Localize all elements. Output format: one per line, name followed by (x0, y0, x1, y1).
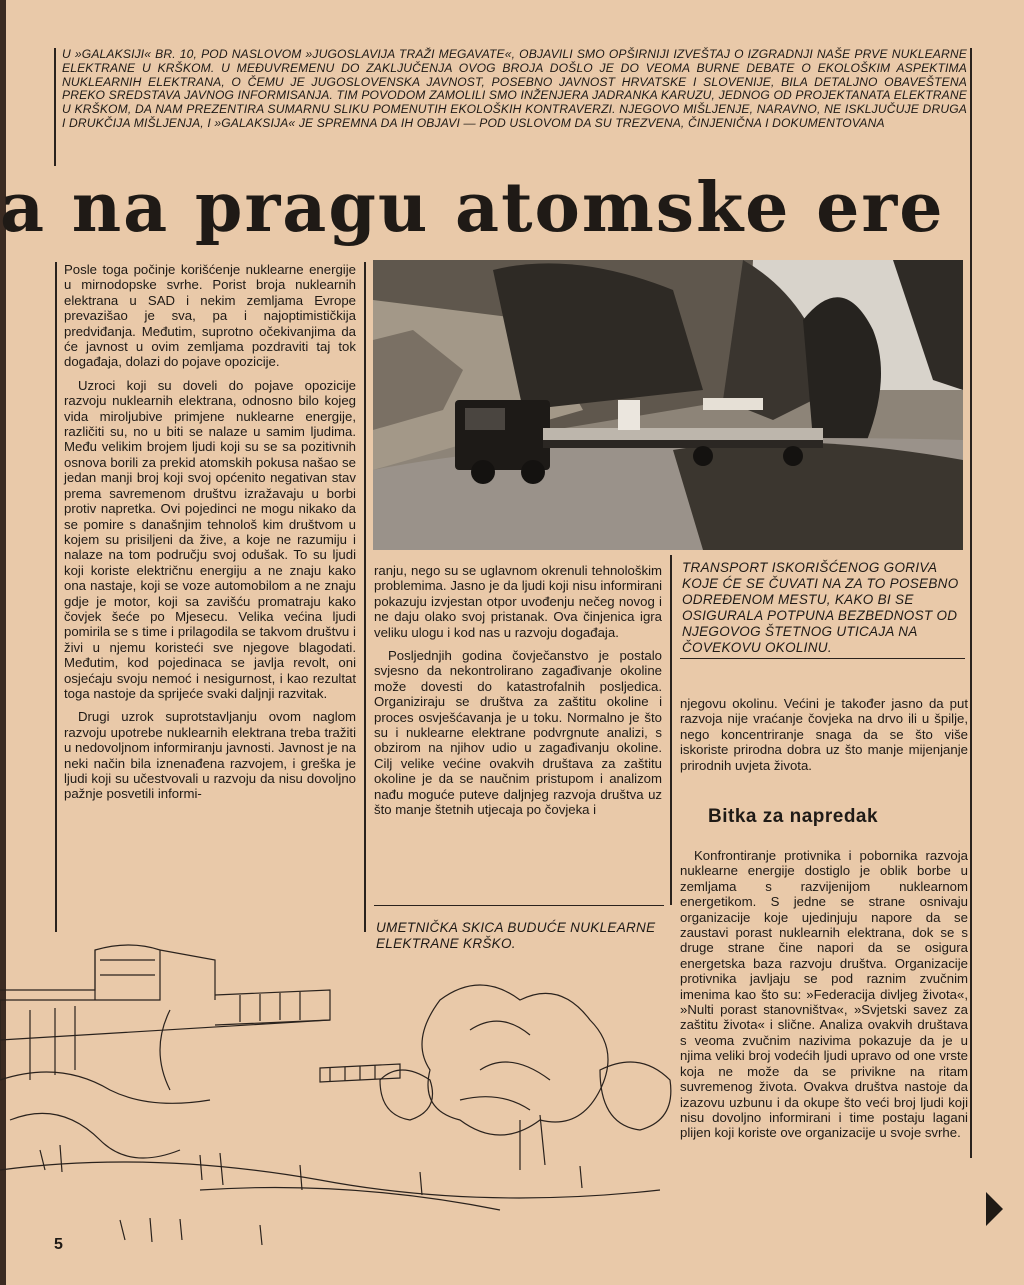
headline: a na pragu atomske ere (0, 168, 945, 248)
sketch-caption-rule (374, 905, 664, 906)
section-subhead: Bitka za napredak (708, 806, 879, 827)
col3b-paragraph-1: Konfrontiranje protivnika i pobornika razvoja nuklearne energije dostiglo je oblik borbe u zemljama s razvijenijom nuklearnom energetikom. S jedne se strane osnivaju organizacije koje ujedinjuju napore da se zaustavi porast nuklearnih elektrana, dok se s druge strane čine napori da se osigura energetska baza razvoju društva. Organizacije protivnika javljaju se pod raznim zvučnim imenima kao što su: »Federacija divljeg života«, »Nulti porast stanovništva«, »Svjetski savez za zaštitu života« i slične. Analiza ovakvih društava s veoma zvučnim nazivima pokazuje da je u njima veliki broj vodećih ljudi upravo od one vrste koja ne može da se privikne na ritam suvremenog života. Ovakva društva nastoje da izazovu uzbunu i da okupe što veći broj ljudi koji nisu dovoljno informirani i time postaju lagani plijen koji koriste ove organizacije u svoje svrhe. (680, 848, 968, 1141)
column-3-lower (680, 848, 968, 1149)
truck-road-photo-illustration (373, 260, 963, 550)
continue-arrow-icon (986, 1192, 1003, 1226)
transport-photo (373, 260, 963, 550)
column-1-right-rule (364, 262, 366, 932)
col3-paragraph-1: njegovu okolinu. Većini je također jasno da put razvoja nije vraćanje čovjeka na drvo ili u špilje, nego koncentriranje snaga da se što više iskoriste prirodna dobra uz što manje mijenjanje prirodnih uvjeta života. (680, 696, 968, 773)
col1-paragraph-1: Posle toga počinje korišćenje nuklearne energije u mirnodopske svrhe. Porist broja nuklearnih elektrana u SAD i nekim zemljama Evrope prevazišao je sva, pa i najoptimističkija predviđanja. Međutim, suprotno očekivanjima da će javnost u ovim zemljama pozdraviti taj tok događaja, dolazi do pojave opozicije. (64, 262, 356, 370)
col1-paragraph-3: Drugi uzrok suprotstavljanju ovom naglom razvoju upotrebe nuklearnih elektrana treba tražiti u nedovoljnom informiranju javnosti. Javnost je na neki način bila iznenađena razvojem, i greška je ljudi koji su učestvovali u razvoju da nisu dovoljno pažnje posvetili informi- (64, 709, 356, 802)
column-2 (374, 563, 662, 826)
column-3 (680, 696, 968, 781)
intro-paragraph: U »GALAKSIJI« BR. 10, POD NASLOVOM »JUGOSLAVIJA TRAŽI MEGAVATE«, OBJAVILI SMO OPŠIRNIJI IZVEŠTAJ O IZGRADNJI NAŠE PRVE NUKLEARNE ELEKTRANE U KRŠKOM. U MEĐUVREMENU DO ZAKLJUČENJA OVOG BROJA DOŠLO JE DO VEOMA BURNE DEBATE O EKOLOŠKIM ASPEKTIMA NUKLEARNIH ELEKTRANA, O ČEMU JE JUGOSLOVENSKA JAVNOST, POSEBNO JAVNOST HRVATSKE I SLOVENIJE, BILA DETALJNO OBAVEŠTENA PREKO SREDSTAVA JAVNOG INFORMISANJA. TIM POVODOM ZAMOLILI SMO INŽENJERA JADRANKA KARUZU, JEDNOG OD PROJEKTANATA ELEKTRANE U KRŠKOM, DA NAM PREZENTIRA SUMARNU SLIKU POMENUTIH EKOLOŠKIH KONTRAVERZI. NJEGOVO MIŠLJENJE, NARAVNO, NE ISKLJUČUJE DRUGA I DRUKČIJA MIŠLJENJA, I »GALAKSIJA« JE SPREMNA DA IH OBJAVI — POD USLOVOM DA SU TREZVENA, ČINJENIČNA I DOKUMENTOVANA (62, 47, 967, 130)
column-2-right-rule (670, 555, 672, 905)
page-number: 5 (54, 1236, 63, 1253)
sketch-caption: UMETNIČKA SKICA BUDUĆE NUKLEARNE ELEKTRANE KRŠKO. (376, 920, 656, 951)
col2-paragraph-2: Posljednjih godina čovječanstvo je postalo svjesno da nekontrolirano zagađivanje okoline može dovesti do katastrofalnih posljedica. Organiziraju se društva za zaštitu okoline i proces osvješćavanja je u toku. Normalno je što su i nuklearne elektrane podvrgnute analizi, s obzirom na njihov udio u zagađivanju okoline. Cilj velike većine ovakvih društava za zaštitu okoline je da se naučnim pristupom i analizom nađu moguće puteve daljnjeg razvoja društva uz što manje štetnih utjecaja po čovjeka i (374, 648, 662, 818)
photo-caption: TRANSPORT ISKORIŠĆENOG GORIVA KOJE ĆE SE ČUVATI NA ZA TO POSEBNO ODREĐENOM MESTU, KAKO BI SE OSIGURALA POTPUNA BEZBEDNOST OD NJEGOVOG ŠTETNOG UTICAJA NA ČOVEKOVU OKOLINU. (682, 560, 959, 655)
intro-left-rule (54, 48, 56, 166)
col1-paragraph-2: Uzroci koji su doveli do pojave opozicije razvoju nuklearnih elektrana, odnosno bilo kojeg vida miroljubive primjene nuklearne energije, različiti su, no u biti se nalaze u samim ljudima. Među velikim brojem ljudi koji su se sa pozitivnih osnova borili za prekid atomskih pokusa našao se jedan manji broj koji svoj općenito negativan stav prema savremenom društvu izražavaju u borbi protiv napretka. Ovi pojedinci ne mogu nikako da se pomire s današnjim tehnološ kim društvom u kojem su prisiljeni da žive, a koje ne razumiju i nalaze na tom području svoj odušak. To su ljudi koji koriste električnu energiju a ne znaju kako ona nastaje, koji se voze automobilom a ne znaju gdje je motor, koji sa zavišću promatraju kako čovjek šeće po Mjesecu. Velika većina ljudi pomirila se s time i prilagodila se takvom društvu i živi u njemu koristeći sve njegove blagodati. Međutim, kod pojedinaca se javlja revolt, oni osjećaju svoju nemoć i nesigurnost, i kao rezultat toga nastoje da sprijeće svaki daljnji razvitak. (64, 377, 356, 701)
power-plant-sketch (0, 940, 676, 1250)
column-1-left-rule (55, 262, 57, 932)
column-1 (64, 262, 356, 810)
nuclear-plant-sketch-illustration (0, 940, 676, 1250)
col2-paragraph-1: ranju, nego su se uglavnom okrenuli tehnološkim problemima. Jasno je da ljudi koji nisu informirani pokazuju izvjestan otpor uvođenju nečeg novog i ne daju olako svoj pristanak. Ova činjenica igra veliku ulogu i kod nas u razvoju događaja. (374, 563, 662, 640)
caption-underline (680, 658, 965, 659)
